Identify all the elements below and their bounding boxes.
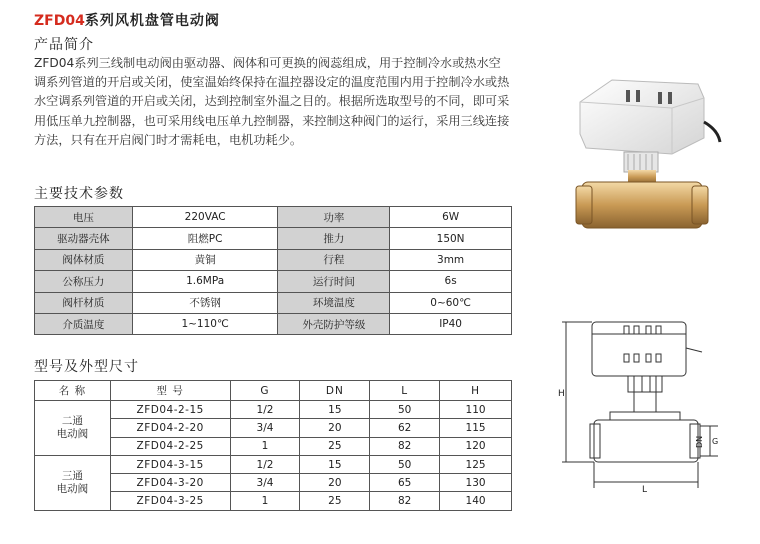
size-dn: 15 — [300, 401, 370, 419]
column-header: G — [230, 381, 300, 401]
height-label: H — [558, 389, 565, 399]
spec-label: 外壳防护等级 — [278, 313, 390, 334]
size-dn: 25 — [300, 437, 370, 455]
size-g: 1/2 — [230, 401, 300, 419]
valve-type: 三通 电动阀 — [35, 455, 111, 510]
column-header: 名 称 — [35, 381, 111, 401]
specs-table — [34, 206, 512, 335]
size-h: 120 — [440, 437, 512, 455]
spec-label: 推力 — [278, 228, 390, 249]
size-l: 50 — [370, 401, 440, 419]
intro-text: ZFD04系列三线制电动阀由驱动器、阀体和可更换的阀蕊组成，用于控制冷水或热水空调系列管道的开启或关闭，使室温始终保持在温控器设定的温度范围内用于控制冷水或热水空调系列管道的开启或关闭，达到控制室外温之目的。根据所选取型号的不同，即可采用低压单九控制器，也可采用线电压单九控制器，来控制这种阀门的运行，采用三线连接方法，只有在开启阀门时才需耗电，电机功耗少。 — [34, 56, 510, 147]
size-g: 3/4 — [230, 419, 300, 437]
spec-label: 功率 — [278, 207, 390, 228]
product-series-title: 系列风机盘管电动阀 — [84, 13, 220, 29]
size-g: 3/4 — [230, 474, 300, 492]
spec-label: 介质温度 — [35, 313, 133, 334]
table-row — [35, 455, 512, 473]
spec-label: 行程 — [278, 249, 390, 270]
models-table — [34, 380, 512, 511]
model-number: ZFD04-3-20 — [110, 474, 230, 492]
model-number: ZFD04-2-15 — [110, 401, 230, 419]
size-l: 62 — [370, 419, 440, 437]
spec-value: 0~60℃ — [390, 292, 512, 313]
size-l: 50 — [370, 455, 440, 473]
size-dn: 15 — [300, 455, 370, 473]
spec-label: 运行时间 — [278, 271, 390, 292]
spec-value: 阻燃PC — [132, 228, 278, 249]
g-label: G — [712, 437, 718, 446]
size-h: 115 — [440, 419, 512, 437]
size-l: 82 — [370, 492, 440, 510]
size-g: 1 — [230, 492, 300, 510]
spec-value: 1.6MPa — [132, 271, 278, 292]
specs-heading: 主要技术参数 — [34, 186, 124, 202]
spec-row — [35, 207, 512, 228]
column-header: H — [440, 381, 512, 401]
page-title — [34, 10, 220, 30]
spec-label: 阀体材质 — [35, 249, 133, 270]
spec-value: 6s — [390, 271, 512, 292]
model-number: ZFD04-3-25 — [110, 492, 230, 510]
column-header: DN — [300, 381, 370, 401]
spec-label: 环境温度 — [278, 292, 390, 313]
size-dn: 20 — [300, 474, 370, 492]
spec-value: 150N — [390, 228, 512, 249]
model-number: ZFD04-2-20 — [110, 419, 230, 437]
size-dn: 20 — [300, 419, 370, 437]
model-number: ZFD04-3-15 — [110, 455, 230, 473]
spec-label: 公称压力 — [35, 271, 133, 292]
size-h: 110 — [440, 401, 512, 419]
spec-value: 6W — [390, 207, 512, 228]
size-g: 1/2 — [230, 455, 300, 473]
size-l: 65 — [370, 474, 440, 492]
column-header: L — [370, 381, 440, 401]
size-dn: 25 — [300, 492, 370, 510]
models-heading: 型号及外型尺寸 — [34, 359, 139, 375]
model-number: ZFD04-2-25 — [110, 437, 230, 455]
spec-value: 1~110℃ — [132, 313, 278, 334]
size-h: 125 — [440, 455, 512, 473]
spec-value: 3mm — [390, 249, 512, 270]
dn-label: DN — [695, 435, 704, 448]
spec-row — [35, 271, 512, 292]
spec-row — [35, 292, 512, 313]
spec-row — [35, 313, 512, 334]
size-l: 82 — [370, 437, 440, 455]
size-h: 140 — [440, 492, 512, 510]
table-row — [35, 401, 512, 419]
spec-label: 阀杆材质 — [35, 292, 133, 313]
length-label: L — [642, 485, 648, 495]
spec-label: 电压 — [35, 207, 133, 228]
size-h: 130 — [440, 474, 512, 492]
column-header: 型 号 — [110, 381, 230, 401]
dimension-drawing — [538, 316, 718, 496]
size-g: 1 — [230, 437, 300, 455]
product-code: ZFD04 — [34, 13, 85, 29]
spec-value: 不锈钢 — [132, 292, 278, 313]
valve-photo — [572, 72, 722, 252]
spec-row — [35, 228, 512, 249]
spec-value: 220VAC — [132, 207, 278, 228]
spec-value: IP40 — [390, 313, 512, 334]
spec-value: 黄铜 — [132, 249, 278, 270]
valve-type: 二通 电动阀 — [35, 401, 111, 456]
spec-row — [35, 249, 512, 270]
spec-label: 驱动器壳体 — [35, 228, 133, 249]
intro-heading: 产品简介 — [34, 37, 94, 53]
